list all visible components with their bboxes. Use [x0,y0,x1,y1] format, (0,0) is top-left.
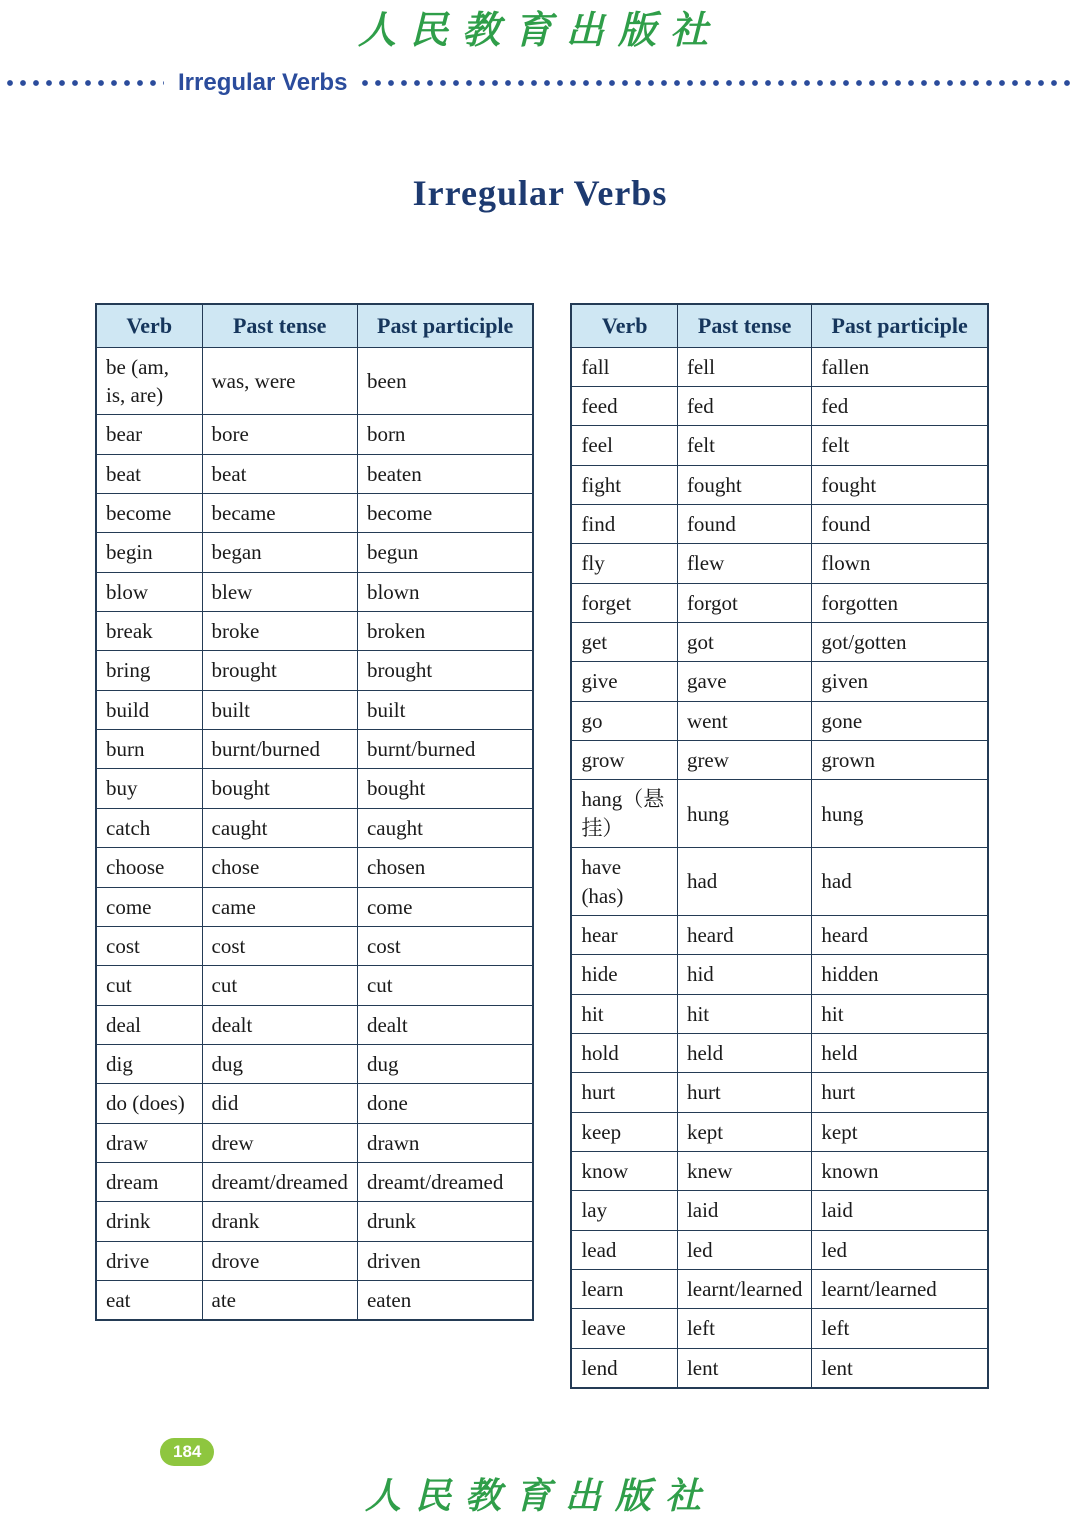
table-cell: cut [202,966,357,1005]
table-cell: burnt/burned [357,730,533,769]
publisher-logo-bottom: 人民教育出版社 [364,1476,715,1516]
table-cell: done [357,1084,533,1123]
table-cell: hurt [571,1073,677,1112]
table-cell: held [812,1033,988,1072]
table-cell: go [571,701,677,740]
table-row [571,955,987,994]
table-cell: learnt/learned [677,1269,811,1308]
table-row [96,415,533,454]
table-cell: hurt [812,1073,988,1112]
table-cell: fought [677,465,811,504]
table-cell: drove [202,1241,357,1280]
table-cell: built [202,690,357,729]
table-cell: burnt/burned [202,730,357,769]
table-cell: went [677,701,811,740]
table-cell: come [96,887,202,926]
table-cell: driven [357,1241,533,1280]
table-cell: left [812,1309,988,1348]
table-cell: drive [96,1241,202,1280]
table-cell: blew [202,572,357,611]
table-row [571,1309,987,1348]
table-cell: got [677,623,811,662]
table-cell: hold [571,1033,677,1072]
table-row [571,662,987,701]
table-cell: fall [571,347,677,386]
table-cell: begin [96,533,202,572]
table-cell: lent [812,1348,988,1388]
table-row [571,1073,987,1112]
table-row [571,347,987,386]
publisher-logo-top: 人民教育出版社 [357,10,722,52]
table-row [96,1084,533,1123]
table-row [571,426,987,465]
table-cell: find [571,505,677,544]
table-row [571,387,987,426]
table-cell: came [202,887,357,926]
table-row [96,1202,533,1241]
table-cell: felt [677,426,811,465]
table-cell: did [202,1084,357,1123]
table-cell: drink [96,1202,202,1241]
table-row [571,1151,987,1190]
table-cell: beat [96,454,202,493]
table-cell: dug [357,1044,533,1083]
table-cell: knew [677,1151,811,1190]
table-row [96,808,533,847]
table-cell: hide [571,955,677,994]
table-cell: drank [202,1202,357,1241]
table-cell: buy [96,769,202,808]
table-cell: feed [571,387,677,426]
table-cell: hung [677,780,811,848]
table-cell: gone [812,701,988,740]
table-row [96,730,533,769]
table-cell: know [571,1151,677,1190]
table-cell: draw [96,1123,202,1162]
table-cell: bore [202,415,357,454]
table-cell: cut [96,966,202,1005]
table-cell: caught [202,808,357,847]
table-cell: fed [812,387,988,426]
table-row [96,347,533,415]
table-cell: lent [677,1348,811,1388]
table-cell: began [202,533,357,572]
table-row [96,1044,533,1083]
table-row [96,533,533,572]
table-cell: given [812,662,988,701]
table-cell: kept [812,1112,988,1151]
table-row [571,915,987,954]
table-row [571,701,987,740]
table-cell: led [812,1230,988,1269]
table-cell: known [812,1151,988,1190]
table-cell: chose [202,848,357,887]
table-cell: beaten [357,454,533,493]
table-cell: kept [677,1112,811,1151]
table-cell: had [677,848,811,916]
table-cell: hit [571,994,677,1033]
tables-container [95,303,989,1389]
table-cell: lead [571,1230,677,1269]
table-row [571,994,987,1033]
table-row [96,887,533,926]
table-cell: dug [202,1044,357,1083]
table-row [571,1191,987,1230]
table-cell: leave [571,1309,677,1348]
table-row [571,505,987,544]
table-row [96,848,533,887]
table-cell: fought [812,465,988,504]
table-cell: forgot [677,583,811,622]
table-cell: was, were [202,347,357,415]
table-cell: do (does) [96,1084,202,1123]
table-cell: fallen [812,347,988,386]
table-cell: flew [677,544,811,583]
table-cell: eaten [357,1280,533,1320]
table-cell: hidden [812,955,988,994]
table-row [96,1280,533,1320]
table-cell: eat [96,1280,202,1320]
column-header: Past tense [202,304,357,347]
table-cell: come [357,887,533,926]
table-cell: bought [357,769,533,808]
table-cell: cost [202,926,357,965]
table-cell: begun [357,533,533,572]
table-cell: hear [571,915,677,954]
table-cell: had [812,848,988,916]
table-cell: burn [96,730,202,769]
table-cell: born [357,415,533,454]
table-cell: flown [812,544,988,583]
table-cell: catch [96,808,202,847]
irregular-verbs-table-left [95,303,534,1321]
table-row [571,465,987,504]
table-cell: became [202,494,357,533]
table-row [571,848,987,916]
table-cell: hit [677,994,811,1033]
table-cell: dream [96,1162,202,1201]
table-cell: broke [202,612,357,651]
table-cell: laid [677,1191,811,1230]
table-cell: become [357,494,533,533]
table-cell: grown [812,741,988,780]
table-cell: drunk [357,1202,533,1241]
table-cell: been [357,347,533,415]
table-cell: hit [812,994,988,1033]
table-row [96,966,533,1005]
table-cell: fed [677,387,811,426]
table-row [571,623,987,662]
table-cell: drew [202,1123,357,1162]
table-row [571,544,987,583]
dotted-line-right-icon [361,79,1076,87]
table-row [96,690,533,729]
table-row [96,1123,533,1162]
header-label: Irregular Verbs [178,69,348,96]
table-row [96,1005,533,1044]
table-cell: held [677,1033,811,1072]
table-cell: become [96,494,202,533]
table-cell: grow [571,741,677,780]
table-cell: dreamt/dreamed [357,1162,533,1201]
table-cell: found [812,505,988,544]
table-row [571,1112,987,1151]
table-cell: lay [571,1191,677,1230]
table-row [96,926,533,965]
table-row [571,583,987,622]
table-cell: have (has) [571,848,677,916]
table-cell: choose [96,848,202,887]
table-row [96,572,533,611]
table-row [96,1241,533,1280]
table-row [571,1269,987,1308]
table-cell: caught [357,808,533,847]
table-row [96,1162,533,1201]
table-row [96,651,533,690]
page-number-badge: 184 [160,1438,214,1466]
table-cell: dealt [357,1005,533,1044]
table-cell: learn [571,1269,677,1308]
table-cell: fly [571,544,677,583]
table-cell: hid [677,955,811,994]
table-row [96,494,533,533]
table-cell: cost [96,926,202,965]
table-cell: bought [202,769,357,808]
table-cell: heard [812,915,988,954]
table-cell: blow [96,572,202,611]
table-cell: found [677,505,811,544]
table-row [96,454,533,493]
table-row [571,780,987,848]
page-title: Irregular Verbs [412,173,668,213]
table-cell: feel [571,426,677,465]
table-cell: broken [357,612,533,651]
table-cell: beat [202,454,357,493]
table-cell: build [96,690,202,729]
column-header: Past participle [357,304,533,347]
table-cell: get [571,623,677,662]
column-header: Verb [571,304,677,347]
column-header: Verb [96,304,202,347]
table-row [571,1230,987,1269]
table-cell: got/gotten [812,623,988,662]
column-header: Past tense [677,304,811,347]
table-cell: learnt/learned [812,1269,988,1308]
dotted-line-left-icon [6,79,164,87]
table-cell: brought [202,651,357,690]
table-cell: hang（悬挂） [571,780,677,848]
table-row [96,612,533,651]
table-cell: deal [96,1005,202,1044]
table-cell: blown [357,572,533,611]
table-cell: left [677,1309,811,1348]
table-cell: hung [812,780,988,848]
table-cell: lend [571,1348,677,1388]
table-cell: felt [812,426,988,465]
irregular-verbs-table-right [570,303,988,1389]
table-cell: bear [96,415,202,454]
table-cell: heard [677,915,811,954]
table-cell: dealt [202,1005,357,1044]
table-cell: forget [571,583,677,622]
table-cell: give [571,662,677,701]
table-cell: cost [357,926,533,965]
header-rule [0,68,1080,98]
table-cell: grew [677,741,811,780]
table-cell: cut [357,966,533,1005]
table-cell: drawn [357,1123,533,1162]
table-cell: laid [812,1191,988,1230]
column-header: Past participle [812,304,988,347]
table-cell: fell [677,347,811,386]
table-cell: chosen [357,848,533,887]
table-cell: fight [571,465,677,504]
table-cell: hurt [677,1073,811,1112]
table-header-row [571,304,987,347]
table-cell: led [677,1230,811,1269]
table-header-row [96,304,533,347]
table-cell: keep [571,1112,677,1151]
table-cell: ate [202,1280,357,1320]
table-cell: break [96,612,202,651]
table-cell: gave [677,662,811,701]
table-row [571,1033,987,1072]
table-cell: bring [96,651,202,690]
table-cell: be (am, is, are) [96,347,202,415]
table-cell: brought [357,651,533,690]
table-row [96,769,533,808]
table-cell: forgotten [812,583,988,622]
table-row [571,1348,987,1388]
table-cell: dig [96,1044,202,1083]
table-cell: built [357,690,533,729]
table-row [571,741,987,780]
table-cell: dreamt/dreamed [202,1162,357,1201]
